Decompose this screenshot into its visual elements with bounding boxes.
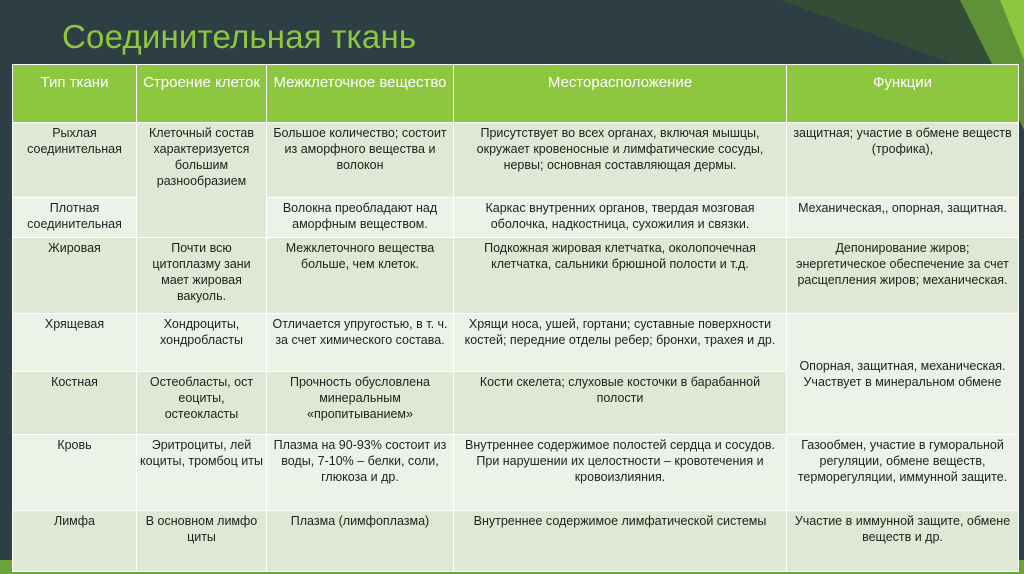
cell-function: Опорная, защитная, механическая. Участвует в минеральном обмене xyxy=(787,313,1019,435)
cell-cells: Почти всю цитоплазму зани мает жировая вакуоль. xyxy=(137,237,267,313)
cell-cells: Остеобласты, ост еоциты, остеокласты xyxy=(137,372,267,435)
cell-matrix: Плазма на 90-93% состоит из воды, 7-10% – белки, соли, глюкоза и др. xyxy=(267,435,454,511)
cell-type: Кровь xyxy=(13,435,137,511)
cell-location: Хрящи носа, ушей, гортани; суставные поверхности костей; передние отделы ребер; бронхи, трахея и др. xyxy=(454,313,787,372)
cell-function: Депонирование жиров; энергетическое обеспечение за счет расщепления жиров; механическая. xyxy=(787,237,1019,313)
header-location: Месторасположение xyxy=(454,65,787,123)
cell-matrix: Плазма (лимфоплазма) xyxy=(267,511,454,572)
header-function: Функции xyxy=(787,65,1019,123)
cell-cells: Эритроциты, лей коциты, тромбоц иты xyxy=(137,435,267,511)
cell-type: Лимфа xyxy=(13,511,137,572)
cell-type: Плотная соединительная xyxy=(13,198,137,238)
cell-cells: Хондроциты, хондробласты xyxy=(137,313,267,372)
table-row xyxy=(13,435,1019,511)
cell-function: Газообмен, участие в гуморальной регуляции, обмене веществ, терморегуляции, иммунной защите. xyxy=(787,435,1019,511)
cell-matrix: Волокна преобладают над аморфным веществом. xyxy=(267,198,454,238)
cell-function: защитная; участие в обмене веществ (трофика), xyxy=(787,123,1019,198)
cell-matrix: Отличается упругостью, в т. ч. за счет химического состава. xyxy=(267,313,454,372)
header-cells: Строение клеток xyxy=(137,65,267,123)
table-header-row xyxy=(13,65,1019,123)
page-title: Соединительная ткань xyxy=(62,18,417,55)
cell-matrix: Большое количество; состоит из аморфного вещества и волокон xyxy=(267,123,454,198)
cell-type: Хрящевая xyxy=(13,313,137,372)
table-row xyxy=(13,237,1019,313)
cell-location: Кости скелета; слуховые косточки в барабанной полости xyxy=(454,372,787,435)
cell-location: Внутреннее содержимое лимфатической системы xyxy=(454,511,787,572)
cell-type: Рыхлая соединительная xyxy=(13,123,137,198)
header-type: Тип ткани xyxy=(13,65,137,123)
cell-function: Участие в иммунной защите, обмене веществ и др. xyxy=(787,511,1019,572)
cell-type: Жировая xyxy=(13,237,137,313)
cell-location: Присутствует во всех органах, включая мышцы, окружает кровеносные и лимфатические сосуды, нервы; основная составляющая дермы. xyxy=(454,123,787,198)
header-matrix: Межклеточное вещество xyxy=(267,65,454,123)
tissue-table xyxy=(12,64,1018,572)
cell-cells: Клеточный состав характеризуется большим разнообразием xyxy=(137,123,267,238)
cell-location: Подкожная жировая клетчатка, околопочечная клетчатка, сальники брюшной полости и т.д. xyxy=(454,237,787,313)
table-row xyxy=(13,313,1019,372)
cell-cells: В основном лимфо циты xyxy=(137,511,267,572)
cell-matrix: Межклеточного вещества больше, чем клеток. xyxy=(267,237,454,313)
cell-type: Костная xyxy=(13,372,137,435)
cell-matrix: Прочность обусловлена минеральным «пропитыванием» xyxy=(267,372,454,435)
table-row xyxy=(13,123,1019,198)
table-row xyxy=(13,511,1019,572)
cell-location: Внутреннее содержимое полостей сердца и сосудов. При нарушении их целостности – кровотечения и кровоизлияния. xyxy=(454,435,787,511)
cell-location: Каркас внутренних органов, твердая мозговая оболочка, надкостница, сухожилия и связки. xyxy=(454,198,787,238)
cell-function: Механическая,, опорная, защитная. xyxy=(787,198,1019,238)
